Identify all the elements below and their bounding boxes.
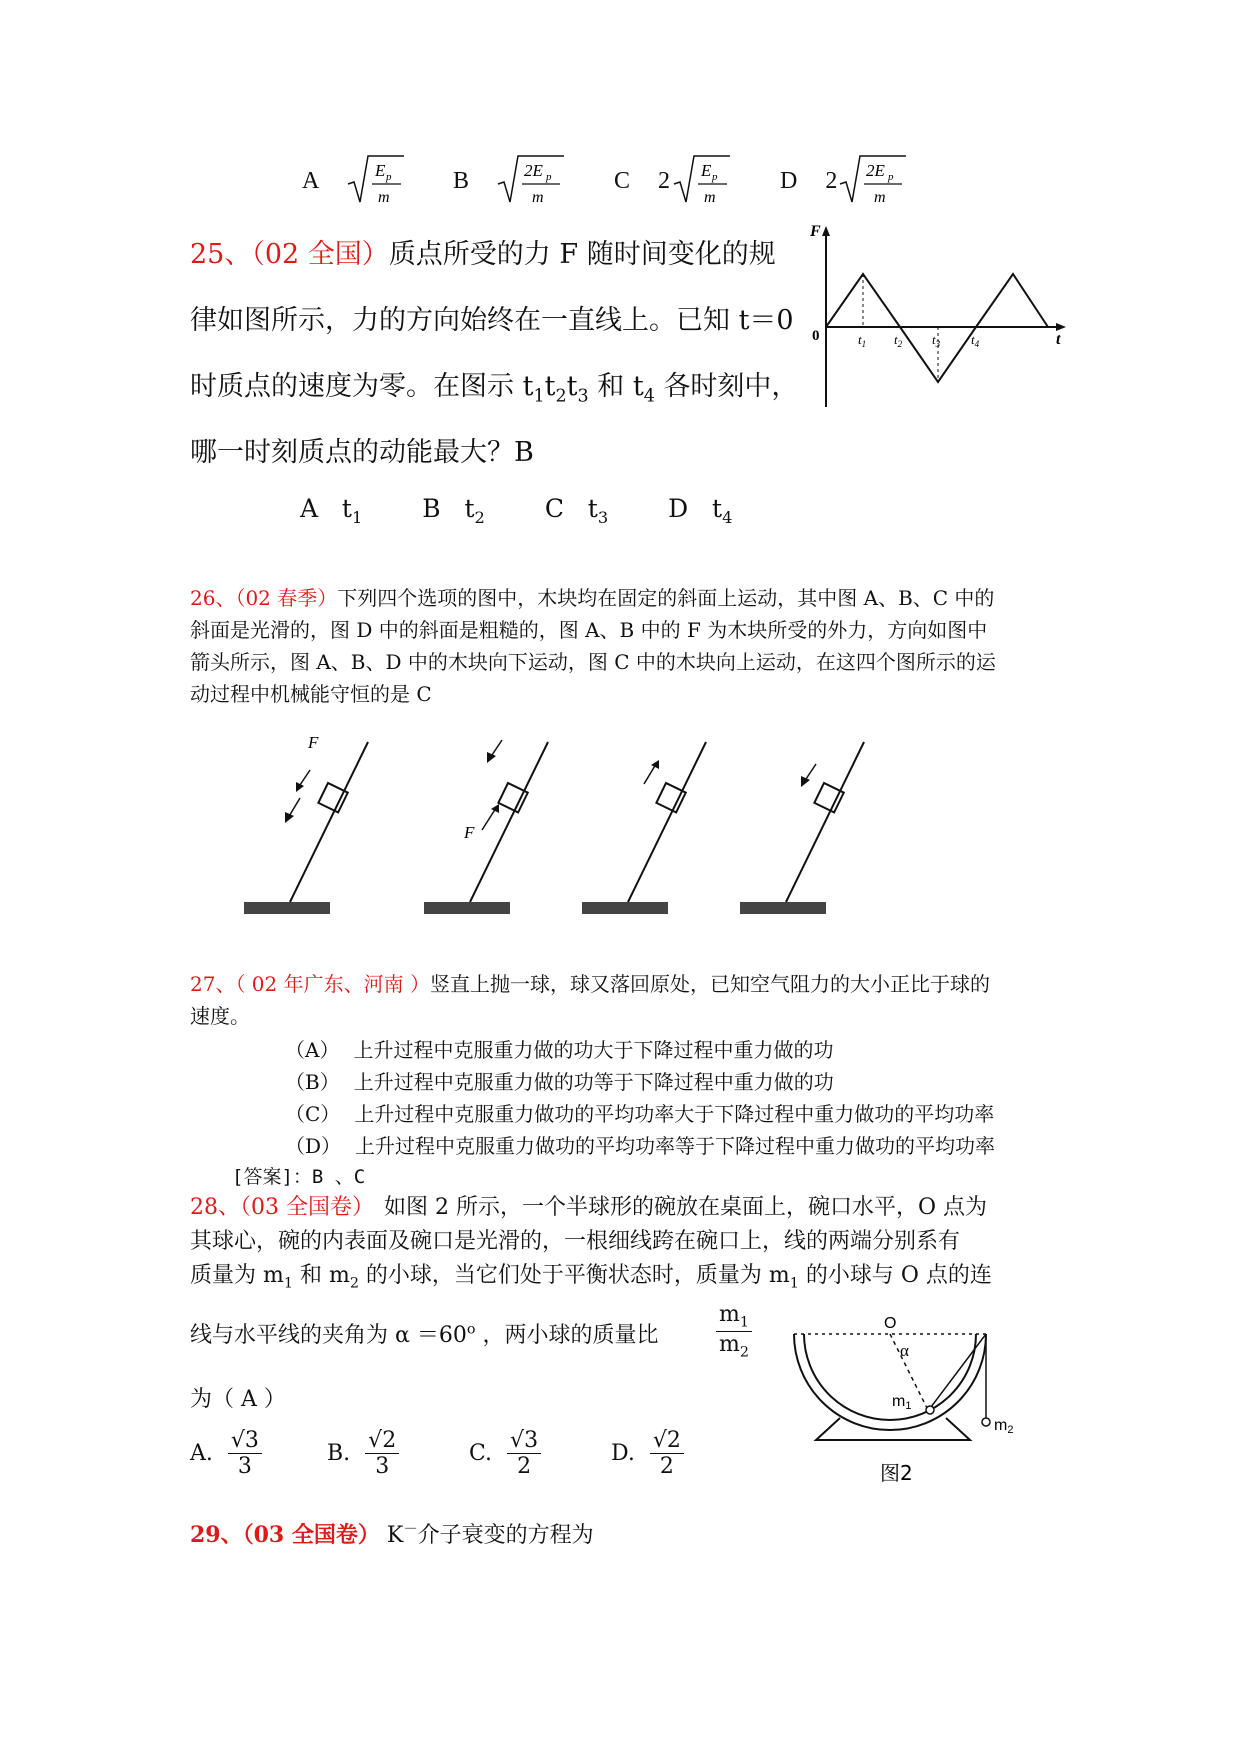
degree-sup: o — [466, 1321, 476, 1338]
m2-label: m2 — [994, 1417, 1014, 1436]
option-letter: D — [668, 494, 689, 523]
m-sub: 2 — [349, 1275, 359, 1292]
svg-text:m: m — [378, 189, 390, 206]
bowl-inner — [804, 1334, 976, 1420]
q27-number: 27、 — [190, 972, 236, 996]
choice-text: 上升过程中克服重力做的功等于下降过程中重力做的功 — [353, 1070, 834, 1094]
motion-arrow — [644, 764, 656, 784]
block — [814, 783, 843, 812]
q28-text: 的小球与 O 点的连 — [798, 1263, 992, 1288]
t-var: t — [566, 371, 578, 402]
q28-mass-ratio: $\frac{m_1}{m_2}$ — [716, 1302, 752, 1361]
option-var: t — [587, 494, 598, 523]
radicand: 2 — [382, 1428, 397, 1453]
option-letter: C — [544, 494, 564, 523]
t-sub: 4 — [643, 386, 655, 407]
o-label: O — [884, 1315, 897, 1332]
radicand: 3 — [244, 1428, 259, 1453]
option-letter: D. — [611, 1440, 635, 1466]
tick-t2: $t_2$ — [894, 332, 903, 349]
origin-label: 0 — [812, 328, 820, 344]
m-sub: 1 — [789, 1275, 799, 1292]
q25-number: 25、 — [190, 239, 252, 270]
q29-source: （03 全国卷） — [242, 1522, 380, 1548]
tick-t4: $t_4$ — [971, 332, 980, 349]
q28-text: 和 m — [292, 1263, 350, 1288]
incline-diagram-d — [736, 720, 866, 920]
svg-text:E: E — [701, 161, 712, 180]
q28-bowl-figure — [780, 1310, 1020, 1510]
option-letter: A. — [190, 1440, 213, 1466]
svg-text:p: p — [546, 171, 552, 183]
y-arrow — [822, 226, 830, 236]
option-letter: D — [780, 168, 798, 194]
choice-label: （A） — [285, 1038, 340, 1062]
q28-option-a: A. $\frac{√3}{3}$ — [190, 1428, 320, 1480]
ball-m2 — [982, 1418, 990, 1426]
m-sub: 1 — [283, 1275, 293, 1292]
option-letter: B — [453, 168, 470, 194]
svg-text:p: p — [888, 171, 894, 183]
t-var: t — [522, 371, 534, 402]
denominator: 2 — [659, 1454, 674, 1480]
q28-options — [190, 1428, 731, 1480]
q27-choice-c — [285, 1098, 994, 1127]
option-var: t — [341, 494, 352, 523]
q25-t-list — [522, 371, 655, 407]
q24-option-c — [614, 168, 670, 195]
q27-line-2: 速度。 — [190, 1004, 250, 1028]
t-sub: 3 — [577, 386, 589, 407]
q29-number: 29、 — [190, 1522, 243, 1548]
q27-answer: [答案]：B 、C — [232, 1166, 366, 1188]
q26-line-3: 箭头所示，图 A、B、D 中的木块向下运动，图 C 中的木块向上运动，在这四个图所示的运 — [190, 650, 996, 674]
q25-source: （02 全国） — [251, 239, 389, 270]
incline-diagram-c — [578, 720, 708, 920]
and-word: 和 — [597, 371, 625, 402]
force-label: F — [308, 733, 319, 752]
incline-diagram-a — [240, 720, 370, 920]
block — [656, 783, 685, 812]
q25-text: 各时刻中， — [663, 371, 799, 402]
q26-line-1 — [190, 582, 994, 611]
q25-option-b — [422, 494, 485, 527]
q25-text: 时质点的速度为零。在图示 — [190, 371, 514, 402]
block — [318, 783, 347, 812]
q28-option-d: D. $\frac{√2}{2}$ — [611, 1428, 731, 1480]
q28-option-c: C. $\frac{√3}{2}$ — [469, 1428, 604, 1480]
q25-line-2: 律如图所示，力的方向始终在一直线上。已知 t＝0 — [190, 305, 794, 336]
svg-text:p: p — [386, 171, 392, 183]
choice-text: 上升过程中克服重力做功的平均功率等于下降过程中重力做功的平均功率 — [355, 1134, 996, 1158]
q24-sqrt-c — [672, 152, 732, 210]
svg-text:m: m — [532, 189, 544, 206]
q28-text: 质量为 m — [190, 1263, 284, 1288]
choice-label: （C） — [285, 1102, 341, 1126]
q24-sqrt-b — [496, 152, 566, 210]
option-sub: 3 — [597, 508, 609, 527]
denominator: 3 — [375, 1454, 390, 1480]
alpha-label: α — [900, 1341, 909, 1360]
option-var: t — [712, 494, 723, 523]
svg-text:m: m — [874, 189, 886, 206]
q25-option-c — [544, 494, 609, 527]
option-sub: 1 — [351, 508, 363, 527]
q28-line-2: 其球心，碗的内表面及碗口是光滑的，一根细线跨在碗口上，线的两端分别系有 — [190, 1229, 961, 1254]
q28-line-3 — [190, 1258, 992, 1291]
q24-option-d — [780, 168, 837, 195]
q29-text: K — [386, 1523, 404, 1548]
q28-text: 线与水平线的夹角为 α ＝60 — [190, 1323, 467, 1348]
ground-hatch — [582, 902, 668, 914]
q26-line-2: 斜面是光滑的，图 D 中的斜面是粗糙的，图 A、B 中的 F 为木块所受的外力，方向如图中 — [190, 618, 988, 642]
ground-hatch — [740, 902, 826, 914]
t-var: t — [632, 371, 644, 402]
q27-choice-a — [285, 1034, 833, 1063]
q26-line-4: 动过程中机械能守恒的是 C — [190, 682, 432, 706]
tick-t3: $t_3$ — [932, 332, 941, 349]
option-sub: 4 — [722, 508, 733, 527]
q25-line-4: 哪一时刻质点的动能最大？B — [190, 437, 534, 468]
t-sub: 2 — [555, 386, 567, 407]
force-arrow — [482, 808, 496, 830]
q25-text: 质点所受的力 F 随时间变化的规 — [388, 239, 776, 270]
q24-option-a — [302, 168, 319, 195]
q25-line-3 — [190, 364, 798, 406]
option-sub: 2 — [474, 508, 485, 527]
q25-options — [300, 494, 732, 527]
q28-text: 如图 2 所示，一个半球形的碗放在桌面上，碗口水平，O 点为 — [384, 1195, 988, 1220]
choice-label: （D） — [285, 1134, 342, 1158]
figure-caption: 图2 — [880, 1461, 913, 1485]
ground-hatch — [244, 902, 330, 914]
q24-sqrt-d — [838, 152, 908, 210]
q28-source: （03 全国卷） — [240, 1195, 374, 1220]
option-letter: B — [422, 494, 441, 523]
q28-option-b: B. $\frac{√2}{3}$ — [327, 1428, 462, 1480]
ball-m1 — [926, 1406, 934, 1414]
q28-text: 的小球，当它们处于平衡状态时，质量为 m — [358, 1263, 790, 1288]
option-letter: B. — [327, 1440, 351, 1466]
q29-sup: － — [403, 1521, 418, 1538]
bowl-outer — [794, 1334, 986, 1430]
choice-text: 上升过程中克服重力做的功大于下降过程中重力做的功 — [353, 1038, 834, 1062]
q25-option-d — [668, 494, 733, 527]
t-var: t — [544, 371, 556, 402]
option-letter: A — [300, 494, 319, 523]
radicand: 3 — [524, 1428, 539, 1453]
q26-number: 26、 — [190, 586, 236, 610]
q26-text: 下列四个选项的图中，木块均在固定的斜面上运动，其中图 A、B、C 中的 — [337, 586, 995, 610]
m1-label: m1 — [892, 1393, 912, 1412]
q24-sqrt-a — [346, 152, 406, 210]
denominator: 3 — [237, 1454, 252, 1480]
option-letter: C — [614, 168, 631, 194]
svg-text:2E: 2E — [524, 161, 543, 180]
q28-text: ，两小球的质量比 — [475, 1323, 659, 1348]
q27-line-1 — [190, 968, 990, 997]
q29-text: 介子衰变的方程为 — [417, 1523, 594, 1548]
q27-text: 竖直上抛一球，球又落回原处，已知空气阻力的大小正比于球的 — [429, 972, 990, 996]
q27-source: （ 02 年广东、河南 ） — [235, 972, 430, 996]
incline-diagram-b — [420, 720, 550, 920]
option-var: t — [464, 494, 475, 523]
q25-option-a — [300, 494, 363, 527]
t-sub: 1 — [533, 386, 545, 407]
choice-text: 上升过程中克服重力做功的平均功率大于下降过程中重力做功的平均功率 — [354, 1102, 995, 1126]
svg-text:m: m — [704, 189, 716, 206]
svg-text:2E: 2E — [866, 161, 885, 180]
option-coef: 2 — [658, 168, 671, 194]
q28-line-4 — [190, 1318, 658, 1349]
block — [498, 783, 527, 812]
option-letter: A — [302, 168, 320, 194]
denominator: 2 — [517, 1454, 532, 1480]
radicand: 2 — [666, 1428, 681, 1453]
x-arrow — [1056, 323, 1066, 331]
q25-force-time-graph — [808, 222, 1068, 412]
q28-number: 28、 — [190, 1195, 240, 1220]
q29-line-1 — [190, 1518, 594, 1549]
y-axis-label: F — [810, 223, 821, 240]
choice-label: （B） — [285, 1070, 340, 1094]
option-letter: C. — [469, 1440, 493, 1466]
q26-source: （02 春季） — [235, 586, 338, 610]
q27-choice-b — [285, 1066, 834, 1095]
svg-text:E: E — [375, 161, 386, 180]
force-label: F — [464, 823, 475, 842]
q27-choice-d — [285, 1130, 995, 1159]
tick-t1: $t_1$ — [858, 332, 867, 349]
ground-hatch — [424, 902, 510, 914]
q25-line-1 — [190, 232, 776, 271]
q24-option-b — [453, 168, 469, 195]
x-axis-label: t — [1056, 331, 1061, 348]
option-coef: 2 — [825, 168, 838, 194]
svg-text:p: p — [712, 171, 718, 183]
q28-line-1 — [190, 1190, 987, 1221]
q28-line-5: 为（ A ） — [190, 1387, 286, 1412]
